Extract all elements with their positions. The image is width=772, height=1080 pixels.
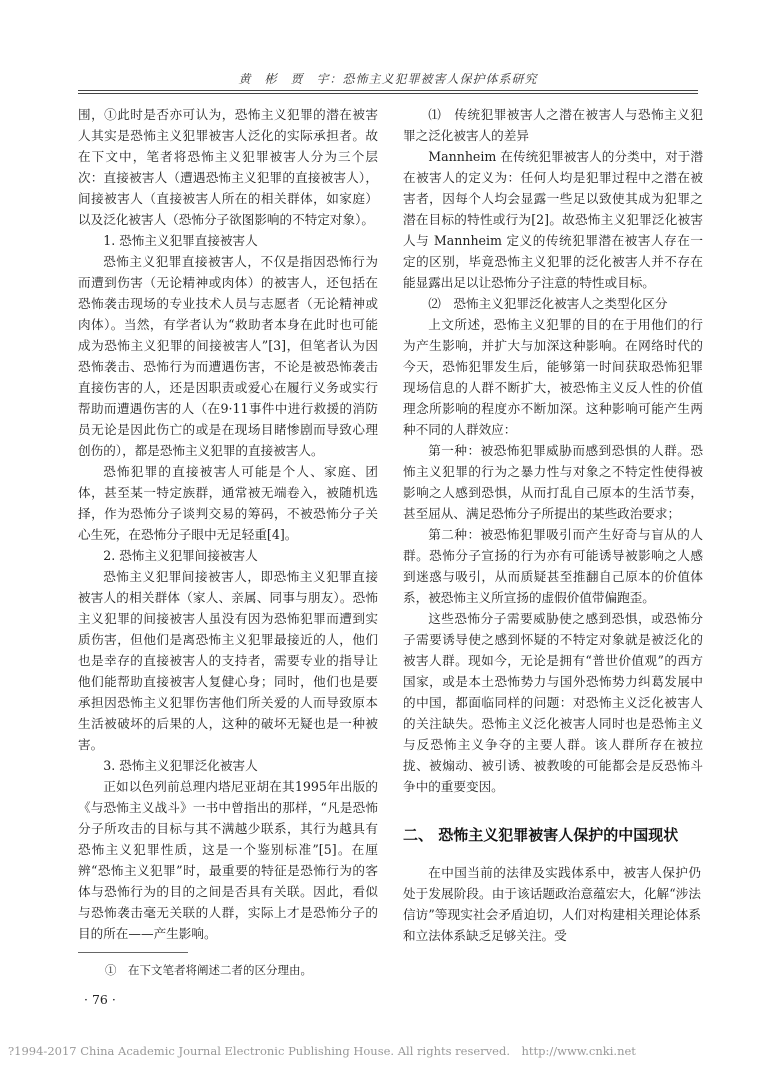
paragraph: 恐怖犯罪的直接被害人可能是个人、家庭、团体，甚至某一特定族群，通常被无端卷入，被随机选择，作为恐怖分子谈判交易的筹码，不被恐怖分子关心生死，在恐怖分子眼中无足轻重[4]。 bbox=[78, 464, 378, 542]
subheading: 1. 恐怖主义犯罪直接被害人 bbox=[103, 233, 258, 248]
subheading: ⑴ 传统犯罪被害人之潜在被害人与恐怖主义犯罪之泛化被害人的差异 bbox=[403, 107, 703, 143]
section-body bbox=[403, 862, 701, 946]
paragraph: 恐怖主义犯罪间接被害人，即恐怖主义犯罪直接被害人的相关群体（家人、亲属、同事与朋友）。恐怖主义犯罪的间接被害人虽没有因为恐怖犯罪而遭到实质伤害，但他们是离恐怖主义犯罪最接近的人，他们也是幸存的直接被害人的支持者，需要专业的指导让他们能帮助直接被害人复健心身；同时，他们也是要承担因恐怖主义犯罪伤害他们所关爱的人而导致原本生活被破坏的后果的人，这种的破坏无疑也是一种被害。 bbox=[78, 569, 378, 752]
section-heading: 二、 恐怖主义犯罪被害人保护的中国现状 bbox=[403, 826, 679, 844]
footnote-rule bbox=[78, 952, 188, 953]
subheading: 3. 恐怖主义犯罪泛化被害人 bbox=[103, 758, 258, 773]
page-number: · 76 · bbox=[84, 992, 116, 1007]
paragraph: 第一种：被恐怖犯罪威胁而感到恐惧的人群。恐怖主义犯罪的行为之暴力性与对象之不特定性使得被影响之人感到恐惧，从而打乱自己原本的生活节奏，甚至屈从、满足恐怖分子所提出的某些政治要求； bbox=[403, 443, 703, 521]
paragraph: 上文所述，恐怖主义犯罪的目的在于用他们的行为产生影响，并扩大与加深这种影响。在网络时代的今天，恐怖犯罪发生后，能够第一时间获取恐怖犯罪现场信息的人群不断扩大，被恐怖主义反人性的价值理念所影响的程度亦不断加深。这种影响可能产生两种不同的人群效应： bbox=[403, 317, 703, 437]
header-rule-bottom bbox=[78, 93, 698, 94]
running-header: 黄 彬 贾 宇：恐怖主义犯罪被害人保护体系研究 bbox=[238, 72, 538, 86]
header-rule-top bbox=[78, 90, 698, 91]
subheading: 2. 恐怖主义犯罪间接被害人 bbox=[103, 548, 258, 563]
paragraph: 在中国当前的法律及实践体系中，被害人保护仍处于发展阶段。由于该话题政治意蕴宏大，化解“涉法信访”等现实社会矛盾迫切，人们对构建相关理论体系和立法体系缺乏足够关注。受 bbox=[403, 865, 701, 943]
paragraph: 这些恐怖分子需要威胁使之感到恐惧，或恐怖分子需要诱导使之感到怀疑的不特定对象就是被泛化的被害人群。现如今，无论是拥有“普世价值观”的西方国家，或是本土恐怖势力与国外恐怖势力纠葛发展中的中国，都面临同样的问题：对恐怖主义泛化被害人的关注缺失。恐怖主义泛化被害人同时也是恐怖主义与反恐怖主义争夺的主要人群。该人群所存在被拉拢、被煽动、被引诱、被教唆的可能都会是反恐怖斗争中的重要变因。 bbox=[403, 611, 703, 794]
paragraph: 恐怖主义犯罪直接被害人，不仅是指因恐怖行为而遭到伤害（无论精神或肉体）的被害人，还包括在恐怖袭击现场的专业技术人员与志愿者（无论精神或肉体）。当然，有学者认为“救助者本身在此时也可能成为恐怖主义犯罪的间接被害人”[3]，但笔者认为因恐怖袭击、恐怖行为而遭遇伤害，不论是被恐怖袭击直接伤害的人，还是因职责或爱心在履行义务或实行帮助而遭遇伤害的人（在9·11事件中进行救援的消防员无论是因此伤亡的或是在现场目睹惨剧而导致心理创伤的），都是恐怖主义犯罪的直接被害人。 bbox=[78, 254, 378, 458]
paragraph: Mannheim 在传统犯罪被害人的分类中，对于潜在被害人的定义为：任何人均是犯罪过程中之潜在被害者，因每个人均会显露一些足以致使其成为犯罪之潜在目标的特性或行为[2]。故恐怖主义犯罪泛化被害人与 Mannheim 定义的传统犯罪潜在被害人存在一定的区别，毕竟恐怖主义犯罪的泛化被害人并不存在能显露出足以让恐怖分子注意的特性或目标。 bbox=[403, 149, 703, 290]
paragraph: 第二种：被恐怖犯罪吸引而产生好奇与盲从的人群。恐怖分子宣扬的行为亦有可能诱导被影响之人感到迷惑与吸引，从而质疑甚至推翻自己原本的价值体系，被恐怖主义所宣扬的虚假价值带偏跑歪。 bbox=[403, 527, 703, 605]
copyright-notice: ?1994-2017 China Academic Journal Electronic Publishing House. All rights reserved. http://www.cnki.net bbox=[8, 1044, 636, 1058]
paragraph: 正如以色列前总理内塔尼亚胡在其1995年出版的《与恐怖主义战斗》一书中曾指出的那样，“凡是恐怖分子所攻击的目标与其不满越少联系，其行为越具有恐怖主义犯罪性质，这是一个鉴别标准”[5]。在厘辨“恐怖主义犯罪”时，最重要的特征是恐怖行为的客体与恐怖行为的目的之间是否具有关联。因此，看似与恐怖袭击毫无关联的人群，实际上才是恐怖分子的目的所在——产生影响。 bbox=[78, 779, 378, 941]
subheading: ⑵ 恐怖主义犯罪泛化被害人之类型化区分 bbox=[428, 296, 668, 311]
left-column bbox=[78, 104, 378, 944]
right-column bbox=[403, 104, 703, 797]
footnote: ① 在下文笔者将阐述二者的区分理由。 bbox=[105, 963, 312, 977]
paragraph: 围，①此时是否亦可认为，恐怖主义犯罪的潜在被害人其实是恐怖主义犯罪被害人泛化的实际承担者。故在下文中，笔者将恐怖主义犯罪被害人分为三个层次：直接被害人（遭遇恐怖主义犯罪的直接被害人），间接被害人（直接被害人所在的相关群体，如家庭）以及泛化被害人（恐怖分子欲图影响的不特定对象）。 bbox=[78, 107, 378, 227]
